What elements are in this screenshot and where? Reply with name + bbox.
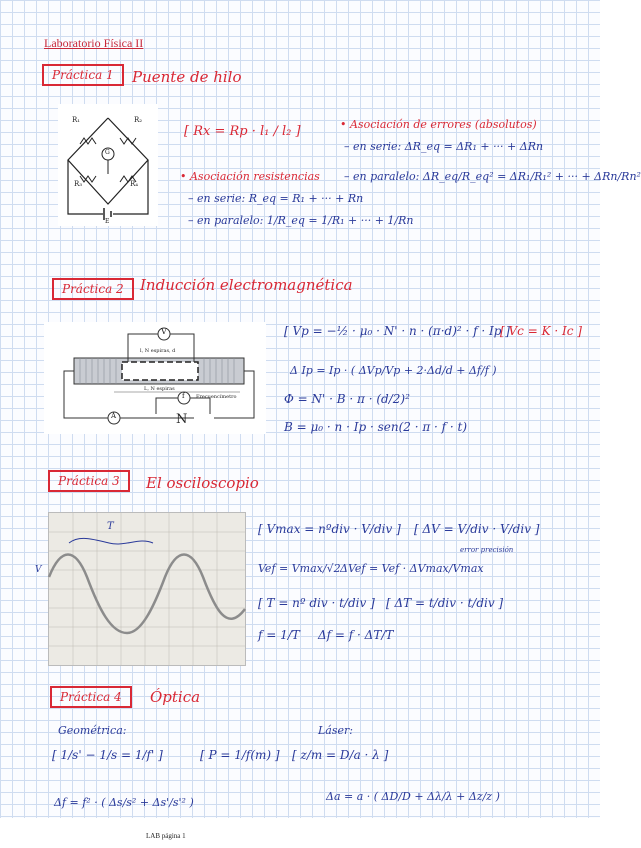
page-header: Laboratorio Física II (44, 36, 144, 50)
delta-t-formula: [ ΔT = t/div · t/div ] (386, 596, 504, 610)
vc-formula: [ Vc = K · Ic ] (500, 324, 582, 338)
lens-formula: [ 1/s' − 1/s = 1/f' ] (52, 748, 163, 762)
practica-1-title: Puente de hilo (132, 68, 242, 86)
delta-a-formula: Δa = a · ( ΔD/D + Δλ/λ + Δz/z ) (326, 790, 500, 803)
practica-3-tag: Práctica 3 (48, 470, 130, 492)
induction-diagram (44, 322, 266, 434)
vmax-formula: [ Vmax = nºdiv · V/div ] (258, 522, 401, 536)
frequency-formula: f = 1/T (258, 628, 300, 642)
label-r3: R₃ (74, 180, 83, 188)
label-r4: R₄ (130, 180, 139, 188)
assoc-resistencias-title: • Asociación resistencias (180, 170, 320, 183)
geometrica-heading: Geométrica: (58, 724, 127, 737)
practica-2-tag: Práctica 2 (52, 278, 134, 300)
delta-ip-formula: Δ Ip = Ip · ( ΔVp/Vp + 2·Δd/d + Δf/f ) (290, 364, 497, 377)
practica-3-title: El osciloscopio (146, 474, 259, 492)
oscilloscope-screen (35, 512, 246, 666)
practica-4-title: Óptica (150, 688, 201, 706)
induction-setup-figure (44, 322, 266, 434)
label-e: E (105, 218, 110, 225)
delta-v-formula: [ ΔV = V/div · V/div ] (414, 522, 540, 536)
label-v-meter: V (161, 327, 167, 336)
page-footer: LAB página 1 (146, 832, 186, 840)
phi-formula: Φ = N' · B · π · (d/2)² (284, 392, 410, 406)
period-formula: [ T = nº div · t/div ] (258, 596, 375, 610)
paralelo-resistencias: – en paralelo: 1/R_eq = 1/R₁ + ··· + 1/Rn (188, 214, 414, 227)
voltage-label: V (35, 565, 42, 575)
vef-formula: Vef = Vmax/√2 (258, 562, 341, 575)
label-f-meter: f (182, 392, 185, 400)
serie-errores: – en serie: ΔR_eq = ΔR₁ + ··· + ΔRn (344, 140, 544, 153)
label-g: G (105, 149, 110, 156)
vp-formula: [ Vp = −½ · μ₀ · N' · n · (π·d)² · f · Ip ] (284, 324, 510, 338)
rx-formula: [ Rx = Rp · l₁ / l₂ ] (184, 124, 301, 139)
label-a-meter: A (111, 412, 117, 420)
b-formula: B = μ₀ · n · Ip · sen(2 · π · f · t) (284, 420, 468, 434)
sine-wave-plot (49, 513, 245, 665)
delta-f-formula: Δf = f · ΔT/T (318, 628, 394, 642)
power-formula: [ P = 1/f(m) ] (200, 748, 280, 762)
label-inner-coil: l, N espiras, d (140, 348, 176, 354)
assoc-errores-title: • Asociación de errores (absolutos) (340, 118, 537, 131)
label-r2: R₂ (134, 116, 143, 124)
serie-resistencias: – en serie: R_eq = R₁ + ··· + Rn (188, 192, 364, 205)
laser-heading: Láser: (318, 724, 353, 737)
wheatstone-bridge-figure (58, 104, 158, 226)
label-r1: R₁ (72, 116, 81, 124)
laser-formula: [ z/m = D/a · λ ] (292, 748, 389, 762)
practica-1-tag: Práctica 1 (42, 64, 124, 86)
label-frecuencimetro: Frecuencímetro (196, 394, 237, 400)
period-label: T (107, 521, 114, 532)
ac-source-label: N (176, 412, 188, 427)
delta-focal-formula: Δf = f² · ( Δs/s² + Δs'/s'² ) (54, 796, 194, 809)
label-outer-coil: L, N espiras (144, 386, 175, 392)
paralelo-errores: – en paralelo: ΔR_eq/R_eq² = ΔR₁/R₁² + ··· + ΔRn/Rn² (344, 170, 641, 183)
error-precision-note: error precisión (460, 546, 514, 554)
practica-4-tag: Práctica 4 (50, 686, 132, 708)
delta-vef-formula: ΔVef = Vef · ΔVmax/Vmax (340, 562, 484, 575)
practica-2-title: Inducción electromagnética (140, 276, 353, 294)
